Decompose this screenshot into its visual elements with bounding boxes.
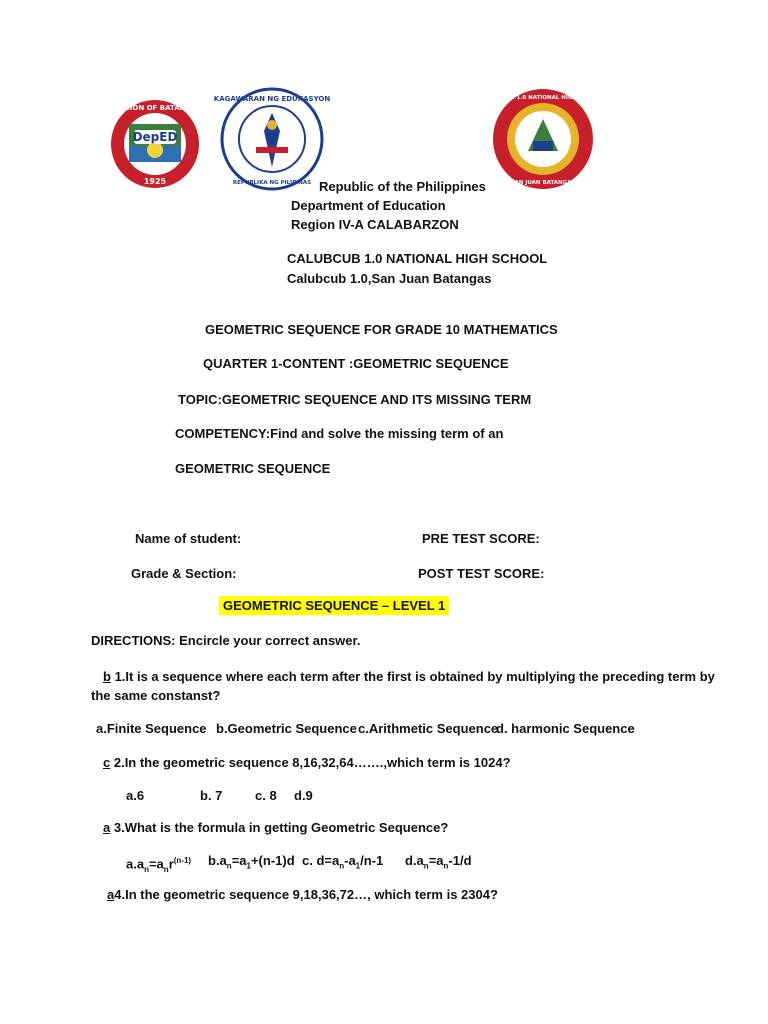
q3-choice-d[interactable] [405,853,472,875]
q1-text: 1.It is a sequence where each term after the first is obtained by multiplying the preceding term by [110,669,715,684]
deped-seal [213,87,331,191]
school-seal [481,87,605,191]
q3-d-part3: -1/d [448,853,472,868]
topic-line: TOPIC:GEOMETRIC SEQUENCE AND ITS MISSING TERM [178,392,532,407]
q1-answer: b [103,669,111,684]
worksheet-title: GEOMETRIC SEQUENCE FOR GRADE 10 MATHEMATICS [205,322,558,337]
q3-c-part3: /n-1 [360,853,384,868]
q3-choice-c[interactable] [302,853,383,875]
q2-answer: c [103,755,111,770]
division-logo-year: 1925 [143,177,167,186]
q3-a-sub2: n [163,864,169,874]
header-country: Republic of the Philippines [319,179,486,194]
q3-a-part2: =a [148,856,164,872]
q3-b-sub2: 1 [246,861,251,871]
header-department: Department of Education [291,198,446,213]
q2-text: 2.In the geometric sequence 8,16,32,64…….,which term is 1024? [110,755,511,770]
q3-b-sub1: n [226,861,232,871]
q3-d-sub2: n [443,861,449,871]
q1-text-continued: the same constanst? [91,688,221,703]
q3-c-sub2: 1 [355,861,361,871]
name-field-label: Name of student: [135,531,242,546]
level-heading [219,598,449,614]
q4-text: 4.In the geometric sequence 9,18,36,72…, which term is 2304? [114,887,498,902]
q3-c-part1: c. d=a [302,853,340,868]
division-of-batangas-logo [100,98,210,190]
q3-d-part1: d.a [405,853,424,868]
header-address: Calubcub 1.0,San Juan Batangas [287,271,492,286]
q3-choice-b[interactable] [208,853,295,875]
q3-b-part1: b.a [208,853,227,868]
q3-a-part1: a.a [126,856,145,872]
q1-choice-a[interactable]: a.Finite Sequence [96,721,207,736]
pretest-score-label: PRE TEST SCORE: [422,531,540,546]
school-seal-place: SAN JUAN BATANGAS [510,180,576,186]
q2-choice-b[interactable]: b. 7 [200,788,223,803]
directions: DIRECTIONS: Encircle your correct answer. [91,633,361,648]
question-3 [103,820,448,836]
q3-d-sub1: n [423,861,429,871]
header-region: Region IV-A CALABARZON [291,217,459,232]
competency-line: COMPETENCY:Find and solve the missing term of an [175,426,504,441]
grade-section-label: Grade & Section: [131,566,237,581]
q4-answer: a [107,887,115,902]
division-logo-name: DIVISION OF BATANGAS [108,104,202,112]
q3-d-part2: =a [428,853,444,868]
q3-b-part3: +(n-1)d [250,853,295,868]
level-highlight: GEOMETRIC SEQUENCE – LEVEL 1 [219,596,449,615]
question-1 [103,669,715,685]
q3-answer: a [103,820,111,835]
division-logo-badge: DepED [132,130,178,144]
quarter-line: QUARTER 1-CONTENT :GEOMETRIC SEQUENCE [203,356,509,371]
competency-continued: GEOMETRIC SEQUENCE [175,461,331,476]
question-4 [107,887,498,903]
posttest-score-label: POST TEST SCORE: [418,566,545,581]
q2-choice-c[interactable]: c. 8 [255,788,277,803]
q3-a-sub1: n [144,864,149,874]
deped-seal-sub: REPUBLIKA NG PILIPINAS [232,180,312,186]
q3-text: 3.What is the formula in getting Geometric Sequence? [110,820,449,835]
q3-c-part2: -a [344,853,356,868]
q1-choice-d[interactable]: d. harmonic Sequence [496,721,635,736]
q2-choice-d[interactable]: d.9 [294,788,313,803]
q2-choice-a[interactable]: a.6 [126,788,145,803]
q1-choice-c[interactable]: c.Arithmetic Sequence [358,721,499,736]
school-seal-name: CALUBCUB 1.0 NATIONAL HIGH SCHOOL [481,95,605,101]
q3-c-sub1: n [339,861,345,871]
question-2 [103,755,511,771]
q3-a-sup: (n-1) [173,856,192,865]
q3-b-part2: =a [231,853,247,868]
q1-choice-b[interactable]: b.Geometric Sequence [216,721,357,736]
q3-choice-a[interactable] [126,853,191,878]
deped-seal-name: KAGAWARAN NG EDUKASYON [213,95,331,103]
header-school: CALUBCUB 1.0 NATIONAL HIGH SCHOOL [287,251,548,266]
q3-a-part3: r [168,856,174,872]
